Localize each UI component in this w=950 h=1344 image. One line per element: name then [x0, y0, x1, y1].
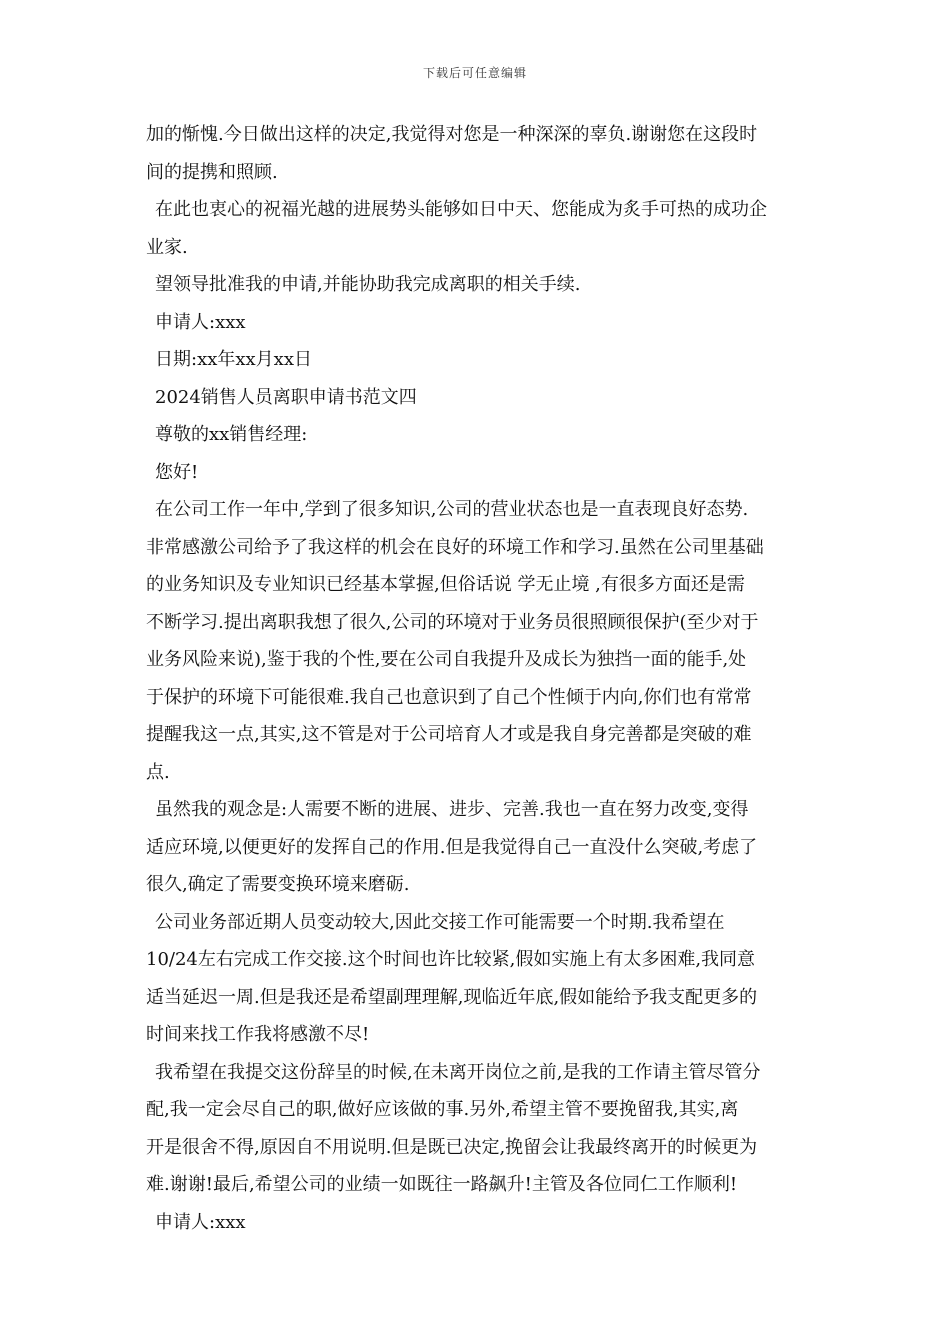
text-line: 业家. — [146, 236, 188, 258]
text-line: 日期:xx年xx月xx日 — [155, 349, 312, 370]
text-line: 我希望在我提交这份辞呈的时候,在未离开岗位之前,是我的工作请主管尽管分 — [155, 1061, 761, 1083]
text-line: 适应环境,以便更好的发挥自己的作用.但是我觉得自己一直没什么突破,考虑了 — [146, 836, 758, 858]
text-line: 提醒我这一点,其实,这不管是对于公司培育人才或是我自身完善都是突破的难 — [146, 724, 752, 745]
text-line: 申请人:xxx — [155, 1211, 246, 1233]
text-line: 点. — [146, 761, 170, 783]
text-line: 10/24左右完成工作交接.这个时间也许比较紧,假如实施上有太多困难,我同意 — [146, 949, 756, 970]
text-line: 的业务知识及专业知识已经基本掌握,但俗话说 学无止境 ,有很多方面还是需 — [146, 574, 745, 595]
text-line: 在公司工作一年中,学到了很多知识,公司的营业状态也是一直表现良好态势. — [155, 499, 749, 520]
text-line: 不断学习.提出离职我想了很久,公司的环境对于业务员很照顾很保护(至少对于 — [146, 611, 759, 633]
text-line: 难.谢谢!最后,希望公司的业绩一如既往一路飙升!主管及各位同仁工作顺利! — [146, 1174, 738, 1195]
text-line: 您好! — [155, 461, 199, 483]
text-line: 开是很舍不得,原因自不用说明.但是既已决定,挽留会让我最终离开的时候更为 — [146, 1136, 758, 1158]
page-header: 下载后可任意编辑 — [422, 66, 527, 80]
text-line: 公司业务部近期人员变动较大,因此交接工作可能需要一个时期.我希望在 — [155, 911, 725, 933]
text-line: 适当延迟一周.但是我还是希望副理理解,现临近年底,假如能给予我支配更多的 — [146, 986, 758, 1008]
text-line: 在此也衷心的祝福光越的进展势头能够如日中天、您能成为炙手可热的成功企 — [155, 199, 767, 220]
text-line: 很久,确定了需要变换环境来磨砺. — [146, 874, 410, 895]
text-line: 非常感激公司给予了我这样的机会在良好的环境工作和学习.虽然在公司里基础 — [146, 536, 764, 558]
text-line: 望领导批准我的申请,并能协助我完成离职的相关手续. — [155, 274, 581, 295]
document-body — [146, 116, 814, 1241]
text-line: 间的提携和照顾. — [146, 161, 278, 183]
text-line: 配,我一定会尽自己的职,做好应该做的事.另外,希望主管不要挽留我,其实,离 — [146, 1099, 739, 1120]
text-line: 加的惭愧.今日做出这样的决定,我觉得对您是一种深深的辜负.谢谢您在这段时 — [146, 124, 758, 145]
text-line: 申请人:xxx — [155, 311, 246, 333]
text-line: 时间来找工作我将感激不尽! — [146, 1024, 370, 1045]
text-line: 虽然我的观念是:人需要不断的进展、进步、完善.我也一直在努力改变,变得 — [155, 799, 749, 820]
text-line: 业务风险来说),鉴于我的个性,要在公司自我提升及成长为独挡一面的能手,处 — [146, 649, 747, 670]
text-line: 2024销售人员离职申请书范文四 — [155, 386, 417, 408]
text-line: 尊敬的xx销售经理: — [155, 424, 308, 445]
text-line: 于保护的环境下可能很难.我自己也意识到了自己个性倾于内向,你们也有常常 — [146, 686, 752, 708]
